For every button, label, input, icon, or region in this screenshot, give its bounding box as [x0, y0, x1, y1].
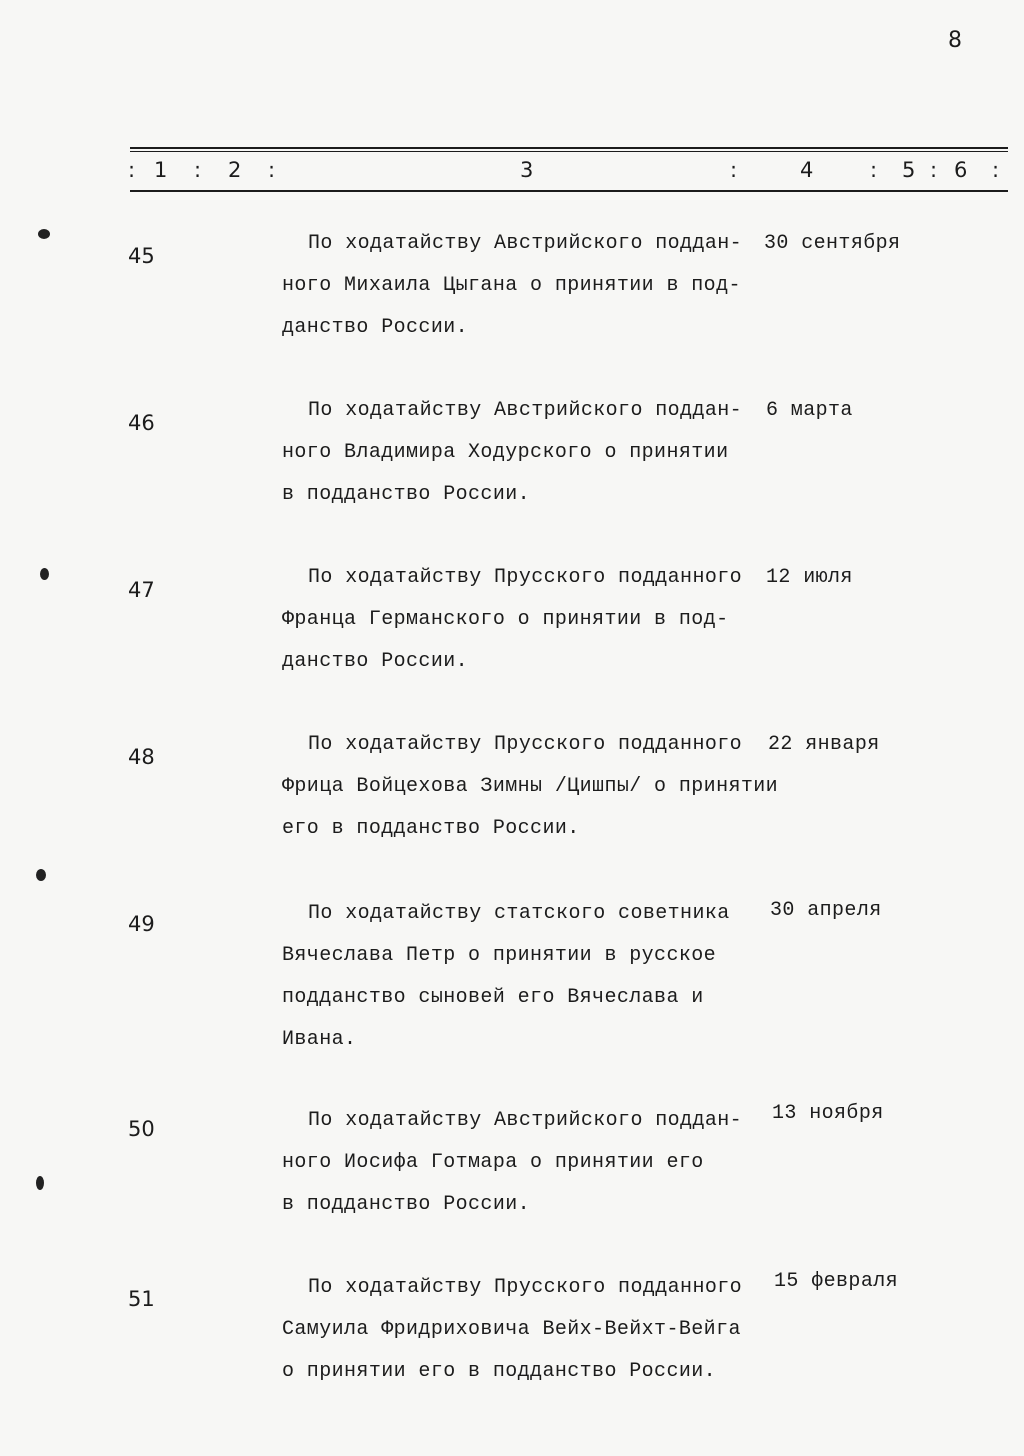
- table-header-bottom-rule: [130, 190, 1008, 192]
- column-separator: :: [870, 158, 878, 182]
- column-separator: :: [992, 158, 1000, 182]
- scan-mark: [36, 869, 46, 881]
- entry-line: ного Владимира Ходурского о принятии: [282, 441, 729, 464]
- entry-line: данство России.: [282, 316, 469, 339]
- entry-date: 30 сентября: [764, 232, 901, 255]
- column-header-3: 3: [520, 158, 534, 182]
- entry-line: в подданство России.: [282, 483, 531, 506]
- entry-line: Фрица Войцехова Зимны /Цишпы/ о принятии: [282, 775, 779, 798]
- entry-date: 15 февраля: [774, 1270, 899, 1293]
- entry-description: [282, 1100, 762, 1226]
- entry-number: 48: [128, 745, 155, 769]
- entry-description: [282, 390, 762, 516]
- entry-line: По ходатайству Австрийского поддан-: [308, 1109, 743, 1132]
- entry-line: Вячеслава Петр о принятии в русское: [282, 944, 717, 967]
- entry-number: 46: [128, 411, 155, 435]
- column-header-2: 2: [228, 158, 242, 182]
- entry-line: подданство сыновей его Вячеслава и: [282, 986, 704, 1009]
- column-header-row: [0, 158, 1024, 186]
- column-header-5: 5: [902, 158, 916, 182]
- entry-date: 6 марта: [766, 399, 853, 422]
- column-separator: :: [730, 158, 738, 182]
- entry-line: данство России.: [282, 650, 469, 673]
- entry-description: [282, 223, 762, 349]
- entry-date: 22 января: [768, 733, 880, 756]
- entry-line: По ходатайству Прусского подданного: [308, 566, 743, 589]
- entry-date: 13 ноября: [772, 1102, 884, 1125]
- entry-line: По ходатайству Австрийского поддан-: [308, 232, 743, 255]
- entry-description: [282, 557, 762, 683]
- entry-line: Франца Германского о принятии в под-: [282, 608, 729, 631]
- scan-mark: [40, 568, 49, 580]
- entry-number: 51: [128, 1287, 155, 1311]
- entry-date: 12 июля: [766, 566, 853, 589]
- entry-description: [282, 893, 762, 1061]
- column-separator: :: [128, 158, 136, 182]
- table-top-rule: [130, 147, 1008, 149]
- column-header-1: 1: [154, 158, 168, 182]
- column-separator: :: [930, 158, 938, 182]
- entry-line: По ходатайству Австрийского поддан-: [308, 399, 743, 422]
- column-header-4: 4: [800, 158, 814, 182]
- table-top-rule-thin: [130, 151, 1008, 152]
- entry-line: По ходатайству статского советника: [308, 902, 730, 925]
- entry-description: [282, 1267, 762, 1393]
- entry-line: ного Иосифа Готмара о принятии его: [282, 1151, 704, 1174]
- scan-mark: [36, 1176, 44, 1190]
- entry-line: Самуила Фридриховича Вейх-Вейхт-Вейга: [282, 1318, 741, 1341]
- column-header-6: 6: [954, 158, 968, 182]
- column-separator: :: [268, 158, 276, 182]
- entry-number: 49: [128, 912, 155, 936]
- entry-description: [282, 724, 779, 850]
- entry-number: 45: [128, 244, 155, 268]
- entry-line: о принятии его в подданство России.: [282, 1360, 717, 1383]
- entry-line: ного Михаила Цыгана о принятии в под-: [282, 274, 741, 297]
- entry-number: 50: [128, 1117, 155, 1141]
- entry-line: его в подданство России.: [282, 817, 580, 840]
- entry-line: в подданство России.: [282, 1193, 531, 1216]
- entry-line: По ходатайству Прусского подданного: [308, 1276, 743, 1299]
- page-number: 8: [948, 28, 962, 53]
- entry-line: По ходатайству Прусского подданного: [308, 733, 743, 756]
- entry-line: Ивана.: [282, 1028, 357, 1051]
- scan-mark: [38, 229, 50, 239]
- entry-date: 30 апреля: [770, 899, 882, 922]
- column-separator: :: [194, 158, 202, 182]
- entry-number: 47: [128, 578, 155, 602]
